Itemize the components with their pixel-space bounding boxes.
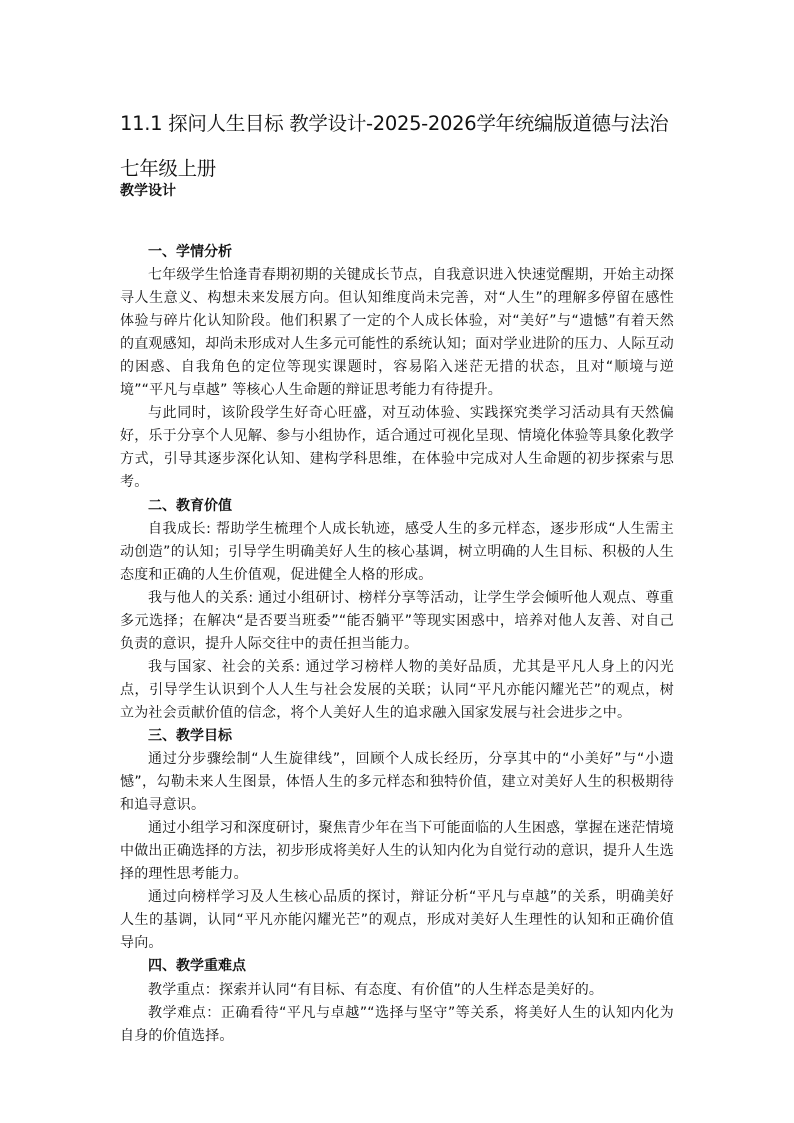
paragraph: 通过小组学习和深度研讨，聚焦青少年在当下可能面临的人生困惑，掌握在迷茫情境中做出正确选择的方法，初步形成将美好人生的认知内化为自觉行动的意识，提升人生选择的理性思考能力。 bbox=[120, 820, 674, 883]
section-heading-teaching-goals: 三、教学目标 bbox=[148, 727, 232, 744]
section-heading-educational-value: 二、教育价值 bbox=[148, 497, 232, 514]
paragraph: 七年级学生恰逢青春期初期的关键成长节点，自我意识进入快速觉醒期，开始主动探寻人生意义、构想未来发展方向。但认知维度尚未完善，对“人生”的理解多停留在感性体验与碎片化认知阶段。他们积累了一定的个人成长体验，对“美好”与“遗憾”有着天然的直观感知，却尚未形成对人生多元可能性的系统认知；面对学业进阶的压力、人际互动的困惑、自我角色的定位等现实课题时，容易陷入迷茫无措的状态，且对“顺境与逆境”“平凡与卓越” 等核心人生命题的辩证思考能力有待提升。 bbox=[120, 267, 674, 399]
document-body bbox=[120, 241, 674, 1048]
paragraph: 自我成长: 帮助学生梳理个人成长轨迹，感受人生的多元样态，逐步形成“人生需主动创造”的认知；引导学生明确美好人生的核心基调，树立明确的人生目标、积极的人生态度和正确的人生价值观，促进健全人格的形成。 bbox=[120, 520, 674, 583]
section-heading-key-difficult-points: 四、教学重难点 bbox=[148, 958, 246, 975]
paragraph: 教学难点：正确看待“平凡与卓越”“选择与坚守”等关系，将美好人生的认知内化为自身的价值选择。 bbox=[120, 1004, 674, 1044]
paragraph: 我与他人的关系: 通过小组研讨、榜样分享等活动，让学生学会倾听他人观点、尊重多元选择；在解决“是否要当班委”“能否躺平”等现实困惑中，培养对他人友善、对自己负责的意识，提升人际交往中的责任担当能力。 bbox=[120, 589, 674, 652]
section-heading-learner-analysis: 一、学情分析 bbox=[148, 244, 232, 260]
document-subtitle: 教学设计 bbox=[120, 183, 176, 199]
paragraph: 教学重点：探索并认同“有目标、有态度、有价值”的人生样态是美好的。 bbox=[148, 981, 604, 998]
document-title: 11.1 探问人生目标 教学设计-2025-2026学年统编版道德与法治七年级上册 bbox=[120, 112, 669, 180]
paragraph: 通过向榜样学习及人生核心品质的探讨，辩证分析“平凡与卓越”的关系，明确美好人生的基调，认同“平凡亦能闪耀光芒”的观点，形成对美好人生理性的认知和正确价值导向。 bbox=[120, 889, 674, 952]
paragraph: 通过分步骤绘制“人生旋律线”，回顾个人成长经历，分享其中的“小美好”与“小遗憾”，勾勒未来人生图景，体悟人生的多元样态和独特价值，建立对美好人生的积极期待和追寻意识。 bbox=[120, 751, 674, 814]
paragraph: 与此同时，该阶段学生好奇心旺盛，对互动体验、实践探究类学习活动具有天然偏好，乐于分享个人见解、参与小组协作，适合通过可视化呈现、情境化体验等具象化教学方式，引导其逐步深化认知、建构学科思维，在体验中完成对人生命题的初步探索与思考。 bbox=[120, 405, 674, 491]
paragraph: 我与国家、社会的关系: 通过学习榜样人物的美好品质，尤其是平凡人身上的闪光点，引导学生认识到个人人生与社会发展的关联；认同“平凡亦能闪耀光芒”的观点，树立为社会贡献价值的信念，将个人美好人生的追求融入国家发展与社会进步之中。 bbox=[120, 658, 674, 721]
